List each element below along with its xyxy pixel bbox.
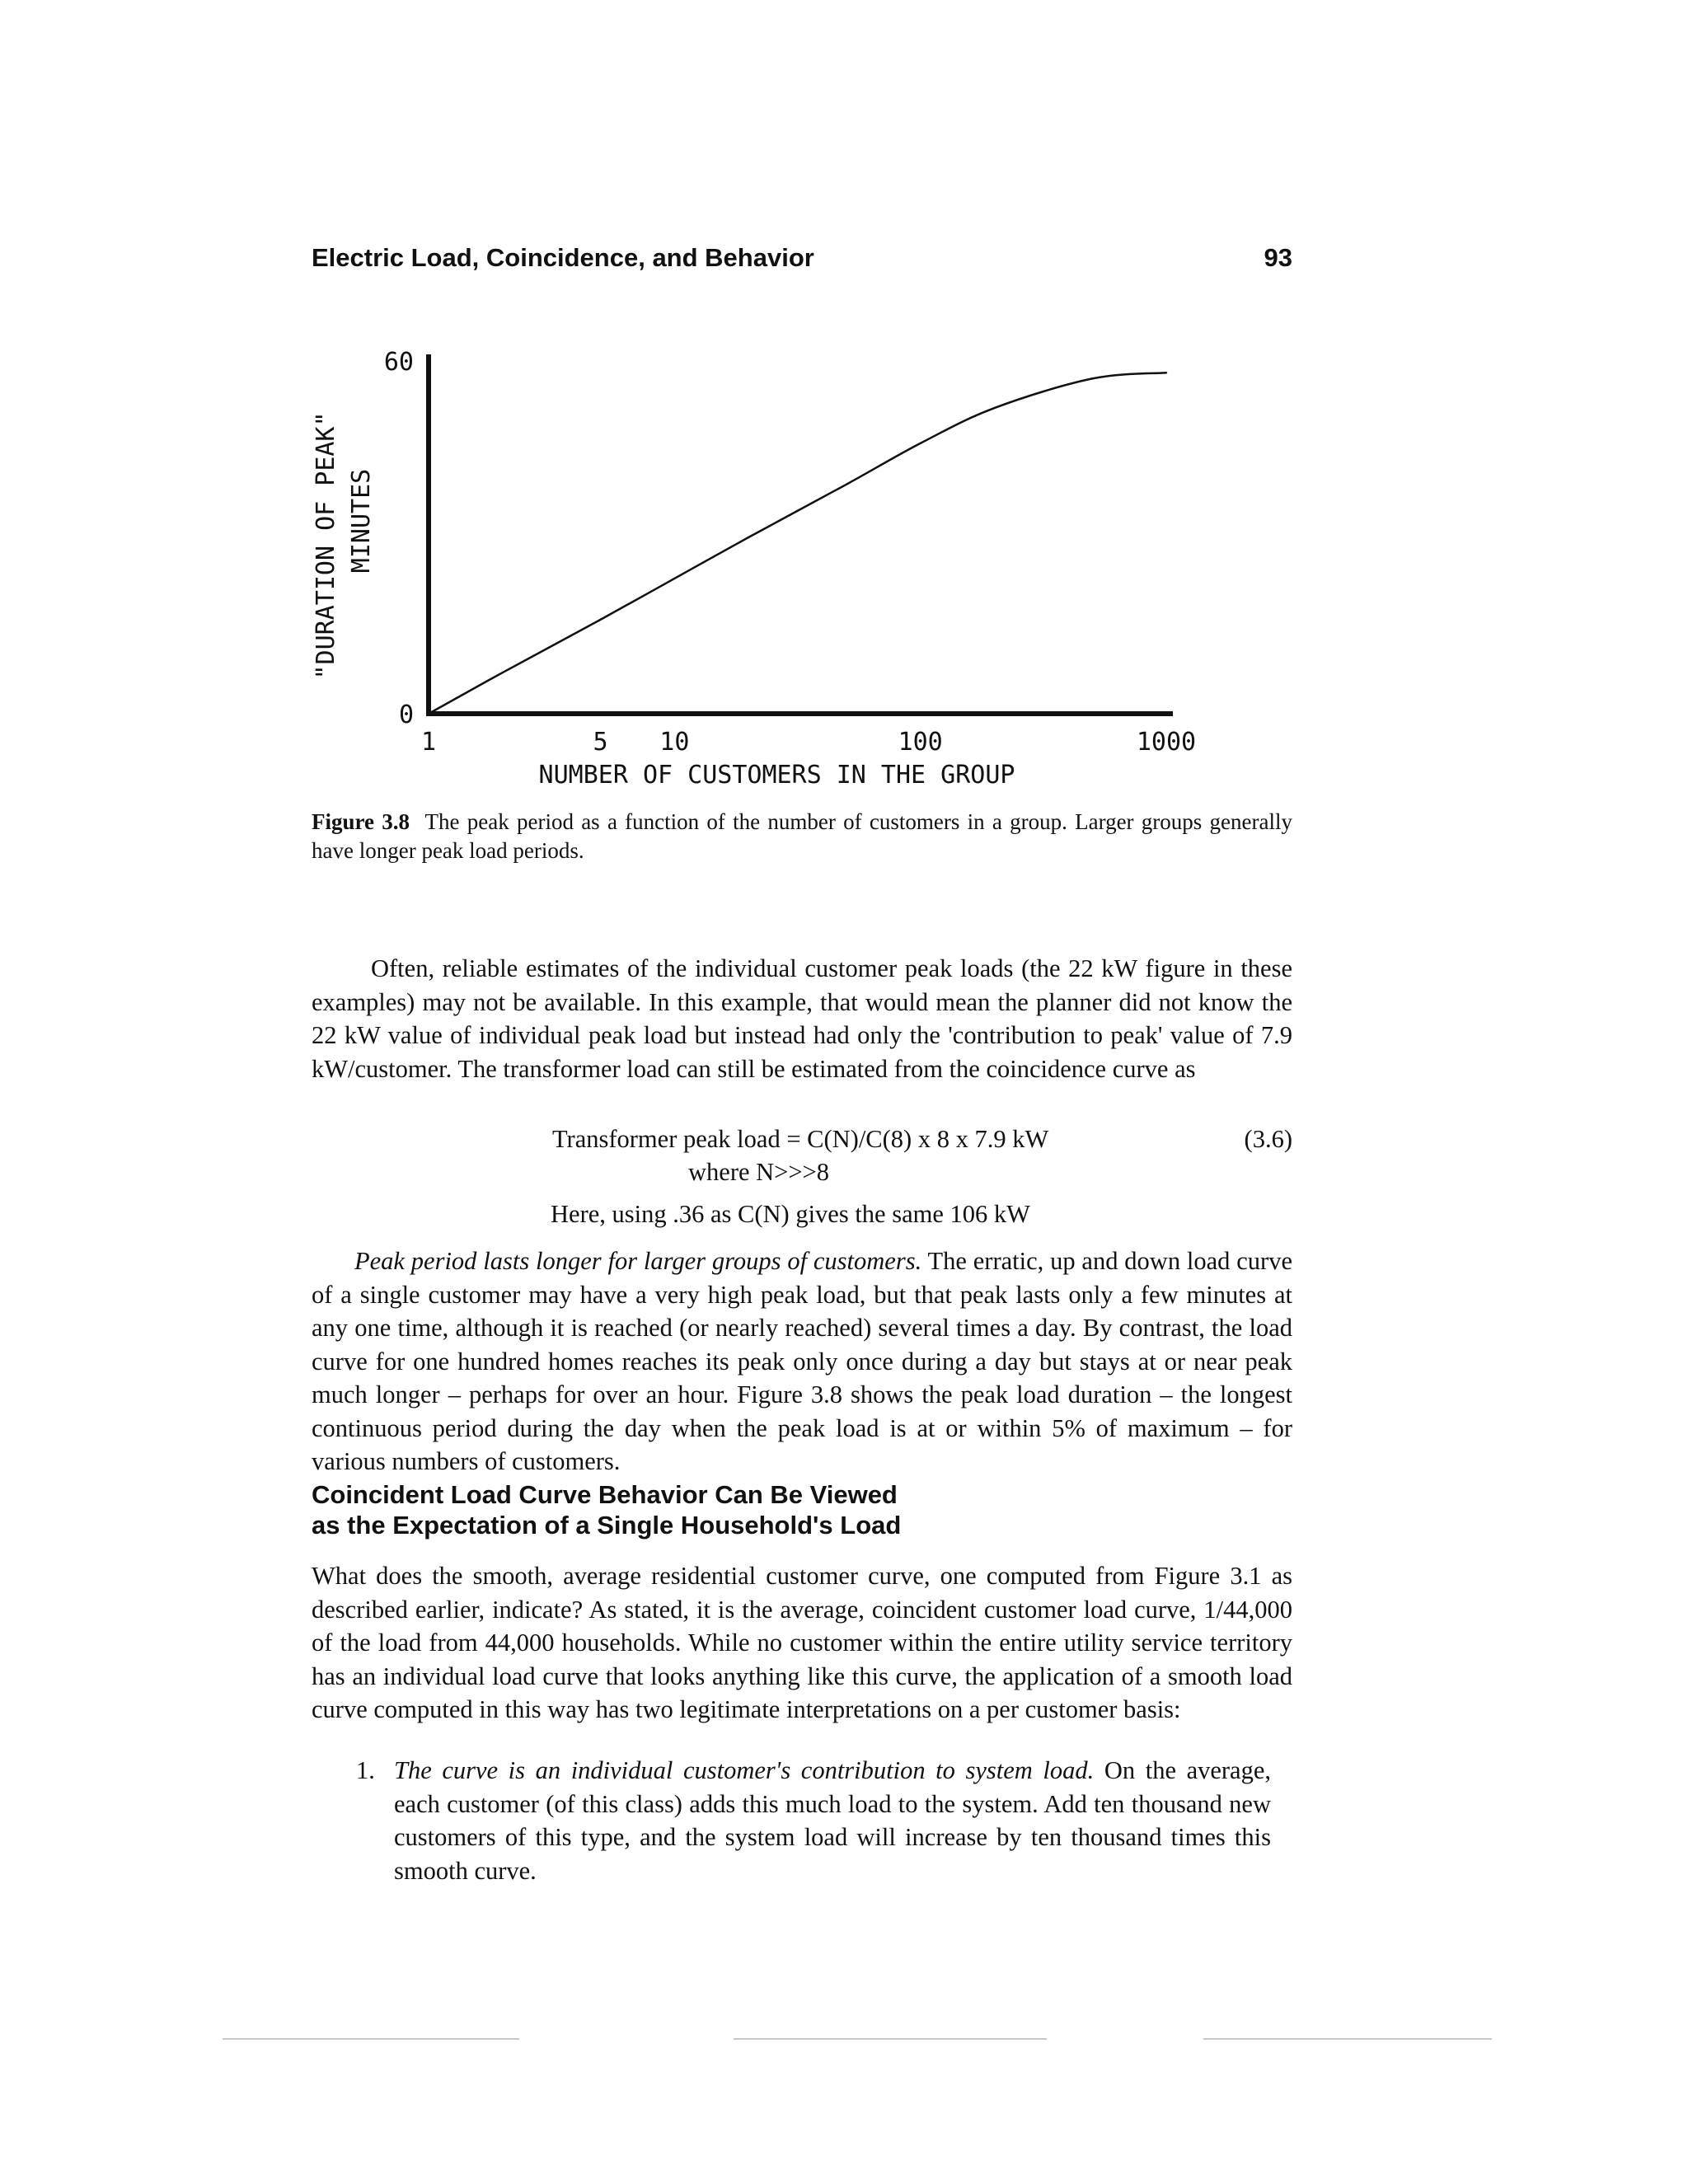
section-heading-line2: as the Expectation of a Single Household's Load: [312, 1511, 902, 1540]
list-item-text: On the average, each customer (of this class) adds this much load to the system. Add ten thousand new customers of this type, and the system load will increase by ten thousand times this smooth curve.: [394, 1756, 1271, 1885]
equation-condition: where N>>>8: [688, 1158, 830, 1186]
y-tick-label: 60: [383, 348, 414, 377]
running-header: [312, 243, 1292, 284]
data-point: [748, 537, 749, 538]
caption-text: The peak period as a function of the number of customers in a group. Larger groups generally have longer peak load periods.: [312, 809, 1293, 863]
data-point: [673, 578, 675, 579]
running-title: Electric Load, Coincidence, and Behavior: [312, 243, 814, 272]
x-tick-label: 1: [420, 728, 437, 757]
data-point: [428, 713, 429, 715]
paragraph-text: What does the smooth, average residential customer curve, one computed from Figure 3.1 as described earlier, indicate? As stated, it is the average, coincident customer load curve, 1/44,000 of the load from 44,000 households. While no customer within the entire utility service territory has an individual load curve that looks anything like this curve, the application of a smooth load curve computed in this way has two legitimate interpretations on a per customer basis:: [312, 1562, 1292, 1723]
figure-3-8: [305, 338, 1197, 790]
series-line-peak-duration: [429, 373, 1166, 714]
data-point: [846, 484, 847, 485]
data-point: [993, 407, 995, 409]
paragraph-peak-period: [312, 1244, 1292, 1479]
paragraph-expectation: [312, 1559, 1292, 1727]
x-tick-label: 10: [659, 728, 690, 757]
page-number: 93: [1264, 243, 1292, 272]
equation-note: Here, using .36 as C(N) gives the same 106 kW: [551, 1200, 1030, 1228]
data-point: [919, 443, 921, 444]
data-point: [502, 672, 504, 673]
chart-ticks: [384, 348, 1196, 757]
paragraph-text: The erratic, up and down load curve of a single customer may have a very high peak load, but that peak lasts only a few minutes at any one time, although it is reached (or nearly reached) several times a day. By contrast, the load curve for one hundred homes reaches its peak only once during a day but stays at or near peak much longer – perhaps for over an hour. Figure 3.8 shows the peak load duration – the longest continuous period during the day when the peak load is at or within 5% of maximum – for various numbers of customers.: [312, 1247, 1292, 1475]
data-point: [1165, 372, 1167, 373]
x-axis-label: NUMBER OF CUSTOMERS IN THE GROUP: [538, 761, 1015, 790]
x-tick-label: 5: [593, 728, 608, 757]
peak-duration-chart: [305, 338, 1197, 790]
x-tick-label: 100: [898, 728, 943, 757]
paragraph-coincidence: [312, 952, 1292, 1085]
data-point: [599, 619, 601, 621]
paragraph-italic-lead: Peak period lasts longer for larger groups of customers.: [354, 1247, 922, 1275]
equation-number: (3.6): [1244, 1125, 1292, 1153]
page-bottom-scan-marks: [223, 2038, 1492, 2040]
y-tick-label: 0: [398, 701, 414, 729]
section-heading-line1: Coincident Load Curve Behavior Can Be Viewed: [312, 1480, 898, 1509]
data-point: [1091, 377, 1093, 379]
list-item-number: 1.: [356, 1756, 375, 1784]
figure-caption: [312, 808, 1292, 865]
y-axis-label-units: MINUTES: [347, 468, 376, 574]
equation-3-6: [552, 1122, 1292, 1188]
paragraph-text: Often, reliable estimates of the individual customer peak loads (the 22 kW figure in these examples) may not be available. In this example, that would mean the planner did not know the 22 kW value of individual peak load but instead had only the 'contribution to peak' value of 7.9 kW/customer. The transformer load can still be estimated from the coincidence curve as: [312, 954, 1292, 1083]
section-heading: [312, 1479, 1292, 1540]
x-tick-label: 1000: [1136, 728, 1197, 757]
equation-formula: Transformer peak load = C(N)/C(8) x 8 x 7.9 kW: [552, 1125, 1049, 1153]
chart-axes: [426, 354, 1173, 714]
y-axis-label: "DURATION OF PEAK": [312, 411, 340, 680]
list-item-italic-lead: The curve is an individual customer's contribution to system load.: [394, 1756, 1095, 1784]
caption-label: Figure 3.8: [312, 809, 410, 834]
chart-series: [428, 372, 1167, 715]
